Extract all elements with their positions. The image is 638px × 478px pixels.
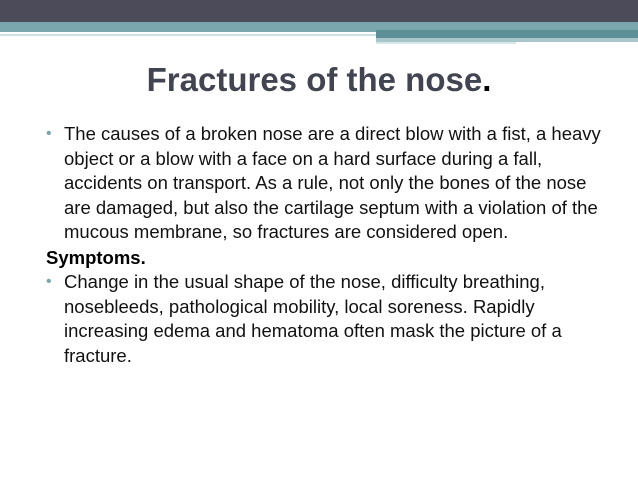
heading-symptoms: Symptoms.: [46, 246, 146, 268]
slide-title-text: Fractures of the nose: [146, 61, 483, 98]
header-accent-bar: [376, 30, 638, 38]
bullet-item-symptoms: [46, 270, 606, 368]
bullet-item-causes: [46, 122, 606, 245]
bullet-marker: •: [46, 273, 52, 290]
slide-body: [46, 122, 606, 368]
paragraph-causes: The causes of a broken nose are a direct blow with a fist, a heavy object or a blow with a face on a hard surface during a fall, accidents on transport. As a rule, not only the bones of the nose are damaged, but also the cartilage septum with a violation of the mucous membrane, so fractures are considered open.: [64, 123, 601, 242]
slide-title: [0, 58, 638, 102]
slide-title-period: .: [482, 61, 492, 98]
bullet-marker: •: [46, 125, 52, 142]
header-accent-bar-thin: [376, 42, 516, 44]
paragraph-symptoms: Change in the usual shape of the nose, difficulty breathing, nosebleeds, pathological mobility, local soreness. Rapidly increasing edema and hematoma often mask the picture of a fracture.: [64, 271, 562, 366]
header-bar-dark: [0, 0, 638, 22]
